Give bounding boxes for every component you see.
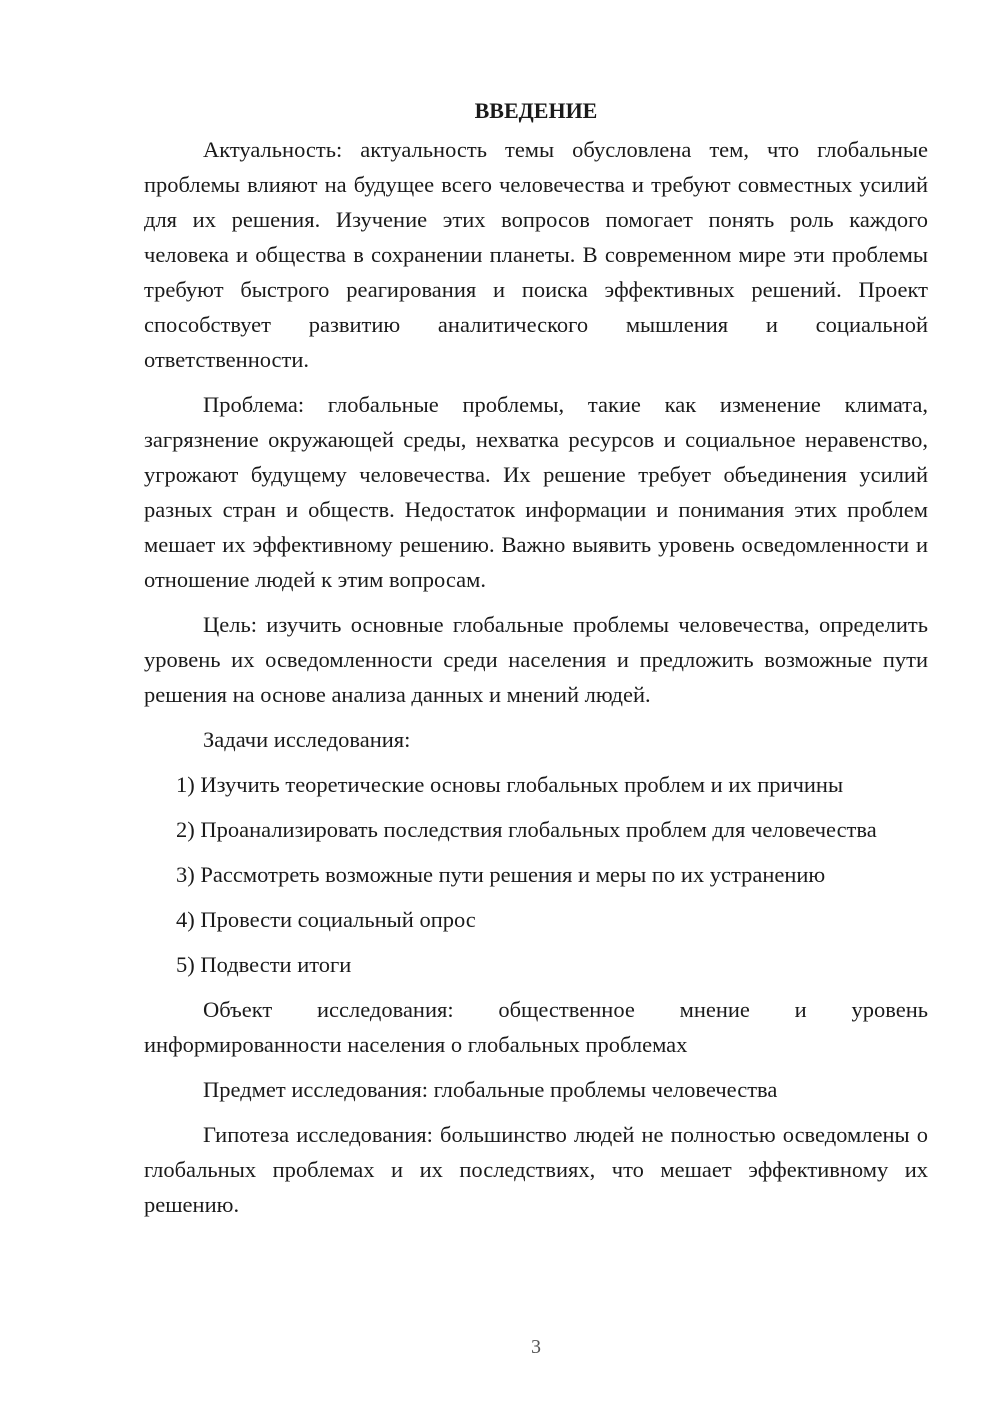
page-content xyxy=(144,93,928,1232)
task-item: 2) Проанализировать последствия глобальных проблем для человечества xyxy=(176,817,877,842)
paragraph-subject: Предмет исследования: глобальные проблемы человечества xyxy=(203,1077,778,1102)
task-item: 1) Изучить теоретические основы глобальных проблем и их причины xyxy=(176,772,844,797)
page-number: 3 xyxy=(531,1336,541,1358)
tasks-title: Задачи исследования: xyxy=(203,727,411,752)
section-heading: ВВЕДЕНИЕ xyxy=(474,98,598,123)
paragraph-hypothesis: Гипотеза исследования: большинство людей не полностью осведомлены о глобальных проблемах и их последствиях, что мешает эффективному их решению. xyxy=(144,1122,928,1217)
paragraph-object: Объект исследования: общественное мнение и уровень информированности населения о глобальных проблемах xyxy=(144,997,928,1057)
task-item: 5) Подвести итоги xyxy=(176,952,352,977)
task-item: 4) Провести социальный опрос xyxy=(176,907,476,932)
paragraph-relevance: Актуальность: актуальность темы обусловлена тем, что глобальные проблемы влияют на будущее всего человечества и требуют совместных усилий для их решения. Изучение этих вопросов помогает понять роль каждого человека и общества в сохранении планеты. В современном мире эти проблемы требуют быстрого реагирования и поиска эффективных решений. Проект способствует развитию аналитического мышления и социальной ответственности. xyxy=(144,137,928,372)
paragraph-goal: Цель: изучить основные глобальные проблемы человечества, определить уровень их осведомленности среди населения и предложить возможные пути решения на основе анализа данных и мнений людей. xyxy=(144,612,928,707)
paragraph-problem: Проблема: глобальные проблемы, такие как изменение климата, загрязнение окружающей среды, нехватка ресурсов и социальное неравенство, угрожают будущему человечества. Их решение требует объединения усилий разных стран и обществ. Недостаток информации и понимания этих проблем мешает их эффективному решению. Важно выявить уровень осведомленности и отношение людей к этим вопросам. xyxy=(144,392,928,592)
task-item: 3) Рассмотреть возможные пути решения и меры по их устранению xyxy=(176,862,826,887)
